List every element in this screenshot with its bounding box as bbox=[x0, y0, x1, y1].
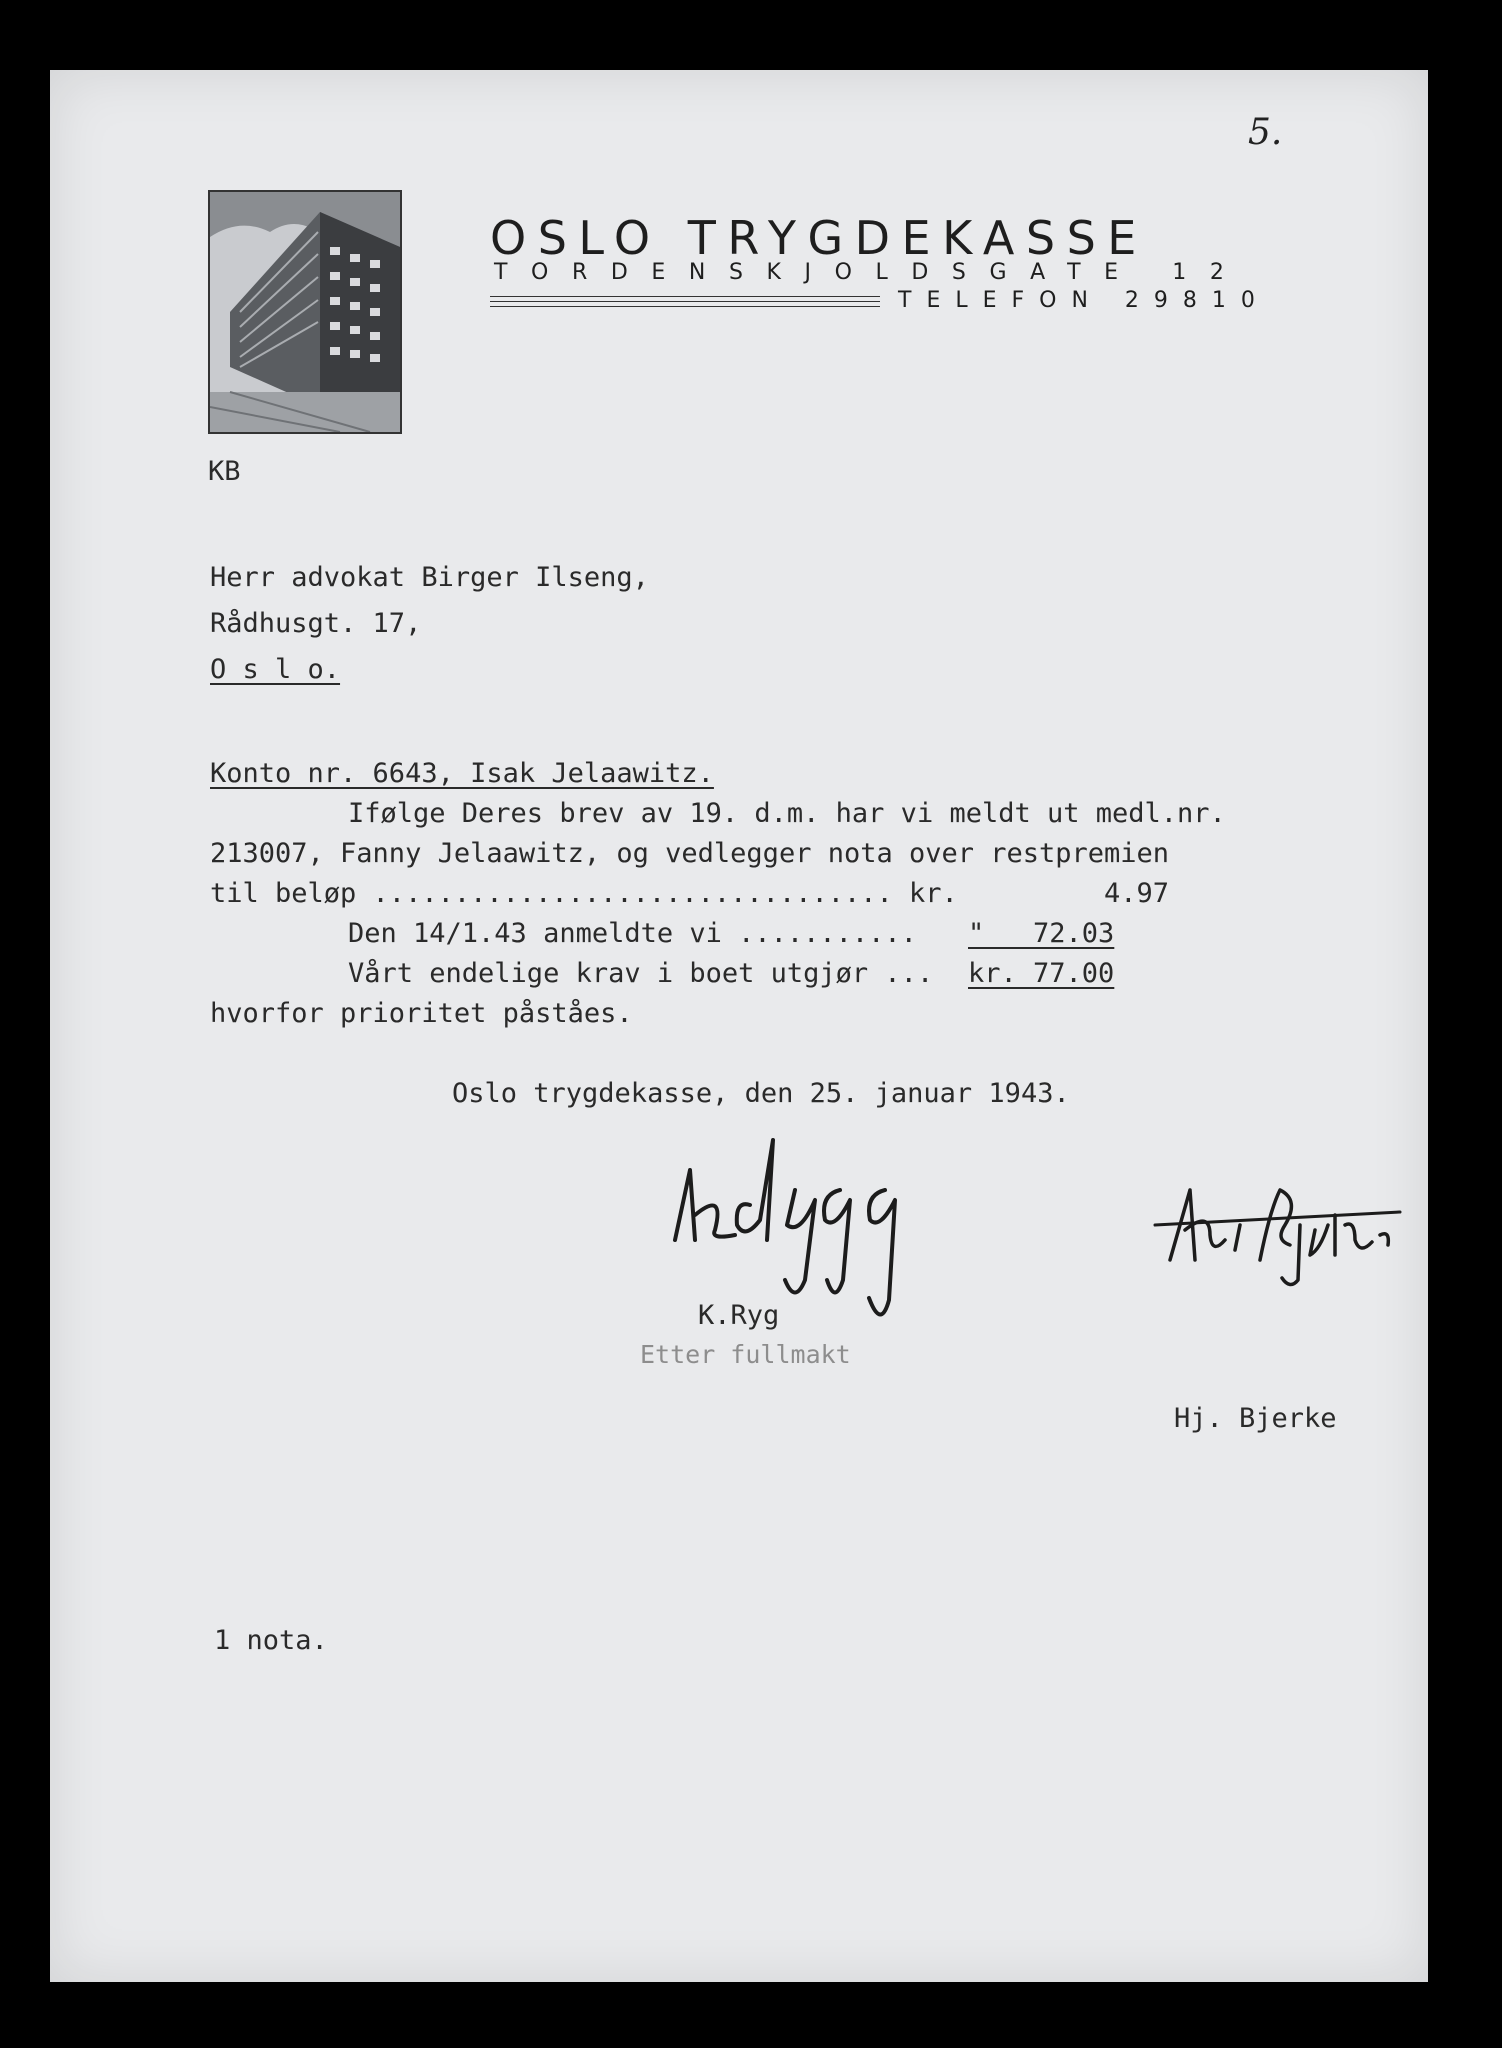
dateline: Oslo trygdekasse, den 25. januar 1943. bbox=[452, 1078, 1070, 1109]
org-name: OSLO TRYGDEKASSE bbox=[490, 211, 1148, 265]
letterhead-rule-3 bbox=[490, 306, 880, 307]
handwritten-signature-icon bbox=[1150, 1170, 1410, 1290]
amount-remaining-premium: 4.97 bbox=[1104, 878, 1170, 909]
building-icon bbox=[210, 192, 400, 432]
signature-hj-bjerke bbox=[1150, 1170, 1410, 1290]
org-address: TORDENSKJOLDSGATE 12 bbox=[494, 260, 1248, 285]
body-line-1: Ifølge Deres brev av 19. d.m. har vi meldt ut medl.nr. bbox=[348, 798, 1226, 829]
body-line-6: hvorfor prioritet påståes. bbox=[210, 998, 633, 1029]
signatory-left-name: K.Ryg bbox=[698, 1300, 780, 1331]
authorization-stamp: Etter fullmakt bbox=[640, 1340, 851, 1369]
reference-initials: KB bbox=[208, 456, 241, 487]
subject-line: Konto nr. 6643, Isak Jelaawitz. bbox=[210, 758, 714, 789]
body-line-3: til beløp ................................ kr. bbox=[210, 878, 958, 909]
building-illustration bbox=[208, 190, 402, 434]
enclosure-note: 1 nota. bbox=[214, 1625, 328, 1656]
recipient-line-1: Herr advokat Birger Ilseng, bbox=[210, 562, 649, 593]
org-phone: TELEFON 29810 bbox=[898, 288, 1270, 313]
recipient-line-2: Rådhusgt. 17, bbox=[210, 608, 422, 639]
signatory-right-name: Hj. Bjerke bbox=[1174, 1403, 1337, 1434]
letterhead-rule-1 bbox=[490, 296, 880, 297]
amount-reported: " 72.03 bbox=[968, 918, 1115, 949]
body-line-5: Vårt endelige krav i boet utgjør ... bbox=[348, 958, 934, 989]
letterhead-rule-2 bbox=[490, 301, 880, 302]
body-line-2: 213007, Fanny Jelaawitz, og vedlegger nota over restpremien bbox=[210, 838, 1170, 869]
page-mark: 5. bbox=[1248, 112, 1283, 153]
amount-total-claim: kr. 77.00 bbox=[968, 958, 1115, 989]
recipient-city: O s l o. bbox=[210, 654, 341, 685]
letter-page bbox=[50, 70, 1428, 1982]
body-line-4: Den 14/1.43 anmeldte vi ........... bbox=[348, 918, 917, 949]
